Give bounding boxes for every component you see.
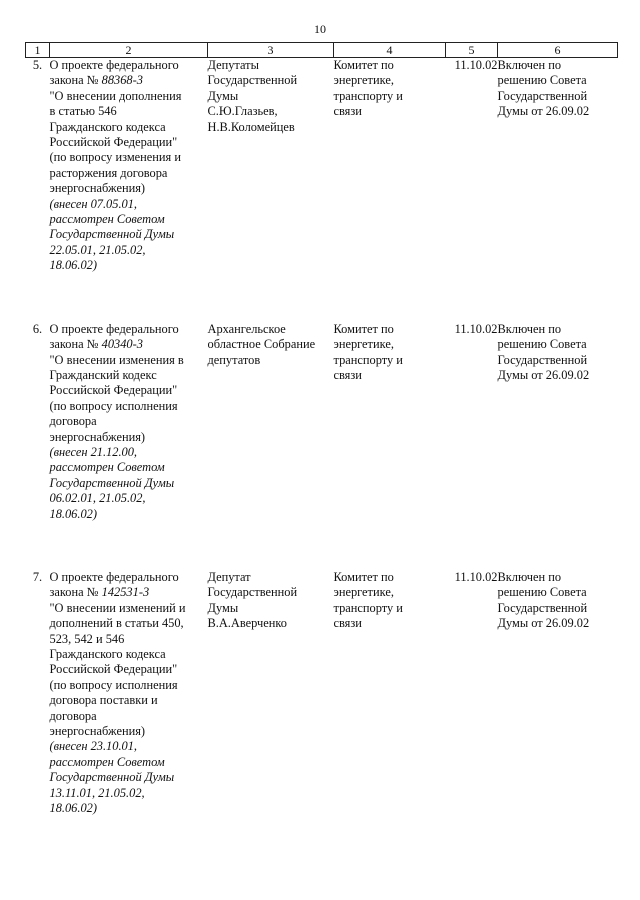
column-number-6: 6 xyxy=(498,43,618,58)
review-date: 11.10.02 xyxy=(454,58,498,72)
responsible-committee: Комитет по энергетике, транспорту и связи xyxy=(333,58,403,119)
page-number: 10 xyxy=(314,22,326,36)
review-date: 11.10.02 xyxy=(454,569,498,584)
bill-title-intro: О проекте федерального закона № xyxy=(49,321,179,352)
bill-description xyxy=(50,322,208,570)
bill-history-note: (внесен 07.05.01, рассмотрен Советом Государственной Думы 22.05.01, 21.05.02, 18.06.02) xyxy=(49,196,175,273)
bill-number: 142531-3 xyxy=(101,585,150,600)
bill-author: Депутат Государственной Думы В.А.Аверченко xyxy=(207,569,298,631)
council-decision: Включен по решению Совета Государственной Думы от 26.09.02 xyxy=(497,58,590,119)
bill-description xyxy=(50,58,208,322)
bill-author: Архангельское областное Собрание депутатов xyxy=(207,321,316,367)
item-number: 7. xyxy=(32,569,43,584)
column-number-2: 2 xyxy=(50,43,208,58)
item-number: 5. xyxy=(32,58,43,72)
responsible-committee: Комитет по энергетике, транспорту и связи xyxy=(333,569,403,631)
council-decision: Включен по решению Совета Государственной Думы от 26.09.02 xyxy=(497,321,590,382)
bill-title-intro: О проекте федерального закона № xyxy=(49,58,179,88)
bill-history-note: (внесен 21.12.00, рассмотрен Советом Государственной Думы 06.02.01, 21.05.02, 18.06.02) xyxy=(49,444,175,521)
council-decision: Включен по решению Совета Государственной Думы от 26.09.02 xyxy=(497,569,590,631)
column-number-1: 1 xyxy=(26,43,50,58)
bill-number: 88368-3 xyxy=(101,73,143,88)
bill-number: 40340-3 xyxy=(101,337,143,352)
table-row xyxy=(26,322,618,570)
bill-description xyxy=(50,570,208,865)
item-number: 6. xyxy=(32,321,43,336)
review-date: 11.10.02 xyxy=(454,321,498,336)
bill-title: "О внесении изменений и дополнений в статьи 450, 523, 542 и 546 Гражданского кодекса Российской Федерации" (по вопросу исполнения договора поставки и договора энергоснабжения) xyxy=(49,600,186,739)
column-number-3: 3 xyxy=(208,43,334,58)
column-number-header xyxy=(26,43,618,58)
bill-author: Депутаты Государственной Думы С.Ю.Глазьев, Н.В.Коломейцев xyxy=(207,58,298,134)
bill-title-intro: О проекте федерального закона № xyxy=(49,569,179,600)
table-row xyxy=(26,58,618,322)
bill-history-note: (внесен 23.10.01, рассмотрен Советом Государственной Думы 13.11.01, 21.05.02, 18.06.02) xyxy=(49,739,175,816)
bill-title: "О внесении дополнения в статью 546 Гражданского кодекса Российской Федерации" (по вопросу изменения и расторжения договора энергоснабжения) xyxy=(49,88,182,196)
table-row xyxy=(26,570,618,865)
bill-title: "О внесении изменения в Гражданский кодекс Российской Федерации" (по вопросу исполнения договора энергоснабжения) xyxy=(49,352,184,444)
agenda-table xyxy=(25,42,618,864)
responsible-committee: Комитет по энергетике, транспорту и связи xyxy=(333,321,403,382)
column-number-4: 4 xyxy=(334,43,446,58)
column-number-5: 5 xyxy=(446,43,498,58)
